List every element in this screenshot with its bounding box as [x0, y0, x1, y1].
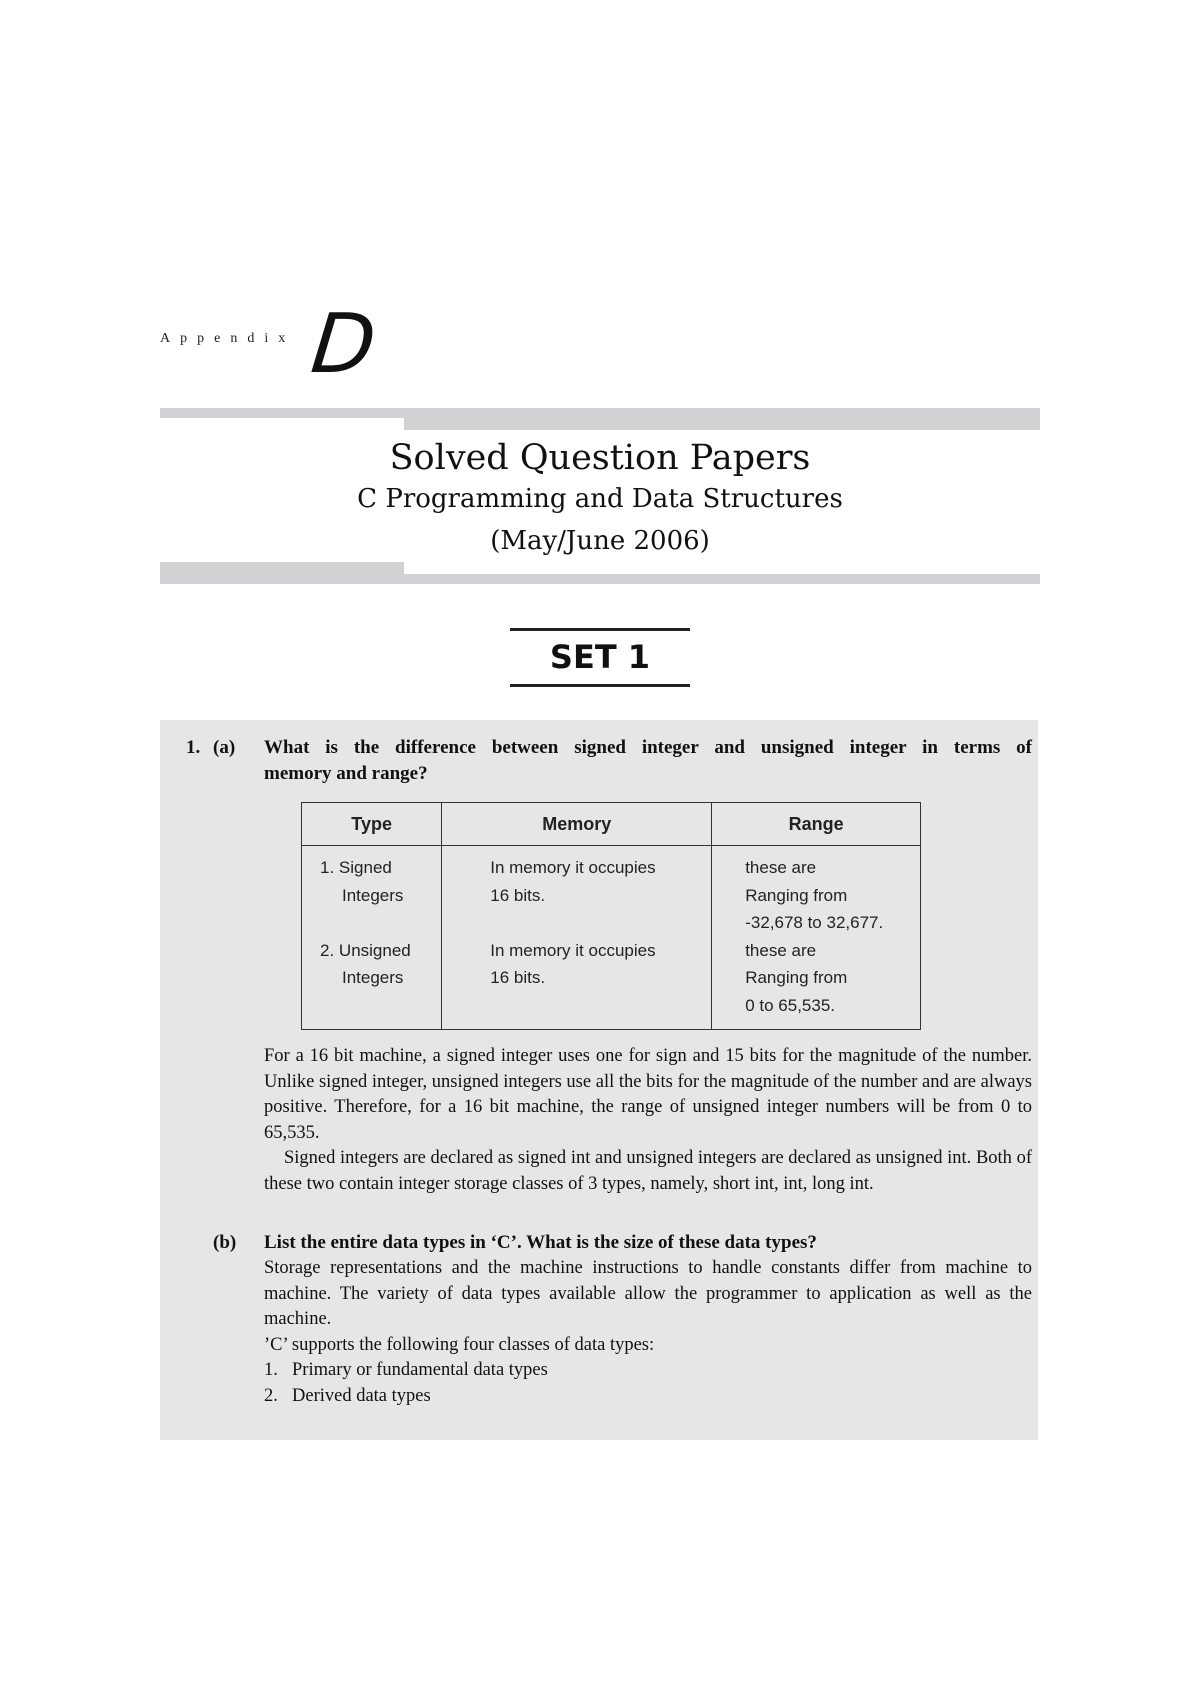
part-b-paragraph-1: Storage representations and the machine instructions to handle constants differ from machine to machine. The variety of data types available allow the programmer to application as well as the machine. [264, 1258, 1032, 1329]
list-item-text: Derived data types [292, 1386, 431, 1406]
table-cell-type [302, 937, 442, 1030]
table-cell-range [712, 937, 921, 1030]
row-number: 2. [320, 940, 335, 960]
list-item-text: Primary or fundamental data types [292, 1360, 548, 1380]
table-cell-type [302, 846, 442, 937]
title-band-top-step [404, 418, 1040, 430]
table-header-type: Type [302, 803, 442, 846]
title-band-bottom-step [160, 562, 404, 574]
part-b-question: List the entire data types in ‘C’. What is the size of these data types? [264, 1232, 817, 1253]
memory-line1: In memory it occupies [490, 940, 656, 960]
table-header-row [302, 803, 921, 846]
list-item-number: 2. [264, 1386, 278, 1406]
table-row [302, 937, 921, 1030]
memory-line2: 16 bits. [490, 885, 546, 905]
part-a-question-line2: memory and range? [264, 763, 428, 784]
exam-date: (May/June 2006) [490, 526, 710, 556]
title-band-top [160, 408, 1040, 418]
table-header-range: Range [712, 803, 921, 846]
part-a-paragraph-2: Signed integers are declared as signed int and unsigned integers are declared as unsigned int. Both of these two contain integer storage classes of 3 types, namely, short int, int, long int. [264, 1148, 1032, 1194]
range-line1: these are [745, 940, 817, 960]
part-b-label: (b) [213, 1232, 237, 1253]
type-line2: Integers [342, 885, 404, 905]
appendix-label: Appendix [160, 331, 296, 346]
table-cell-range [712, 846, 921, 937]
table-header-memory: Memory [442, 803, 712, 846]
table-cell-memory [442, 846, 712, 937]
list-item-number: 1. [264, 1360, 278, 1380]
range-line2: Ranging from [745, 885, 848, 905]
set-title: SET 1 [549, 638, 651, 676]
page-title: Solved Question Papers [389, 438, 811, 478]
memory-line1: In memory it occupies [490, 858, 656, 877]
table-cell-memory [442, 937, 712, 1030]
type-line1: Signed [338, 858, 392, 877]
title-band-bottom [160, 574, 1040, 584]
page-subtitle: C Programming and Data Structures [357, 484, 843, 514]
list-item [264, 1384, 1032, 1410]
appendix-letter: D [307, 297, 381, 392]
range-line3: -32,678 to 32,677. [745, 913, 884, 932]
range-line1: these are [745, 858, 817, 877]
type-line2: Integers [342, 968, 404, 987]
set-rule-bottom [510, 684, 690, 687]
part-a-label: (a) [213, 737, 236, 758]
set-rule-top [510, 628, 690, 631]
data-table [301, 802, 921, 1030]
part-a-paragraph-1: For a 16 bit machine, a signed integer uses one for sign and 15 bits for the magnitude of the number. Unlike signed integer, unsigned integers use all the bits for the magnitude of the number and are always positive. Therefore, for a 16 bit machine, the range of unsigned integer numbers will be from 0 to 65,535. [264, 1046, 1032, 1143]
type-line1: Unsigned [338, 940, 411, 960]
part-a-question-line1: What is the difference between signed integer and unsigned integer in terms of [264, 737, 1032, 758]
list-item [264, 1358, 1032, 1384]
row-number: 1. [320, 858, 335, 877]
table-row [302, 846, 921, 937]
memory-line2: 16 bits. [490, 968, 546, 987]
range-line2: Ranging from [745, 968, 848, 987]
question-number: 1. [186, 737, 201, 758]
range-line3: 0 to 65,535. [745, 995, 836, 1015]
part-b-intro: ’C’ supports the following four classes of data types: [264, 1335, 655, 1355]
